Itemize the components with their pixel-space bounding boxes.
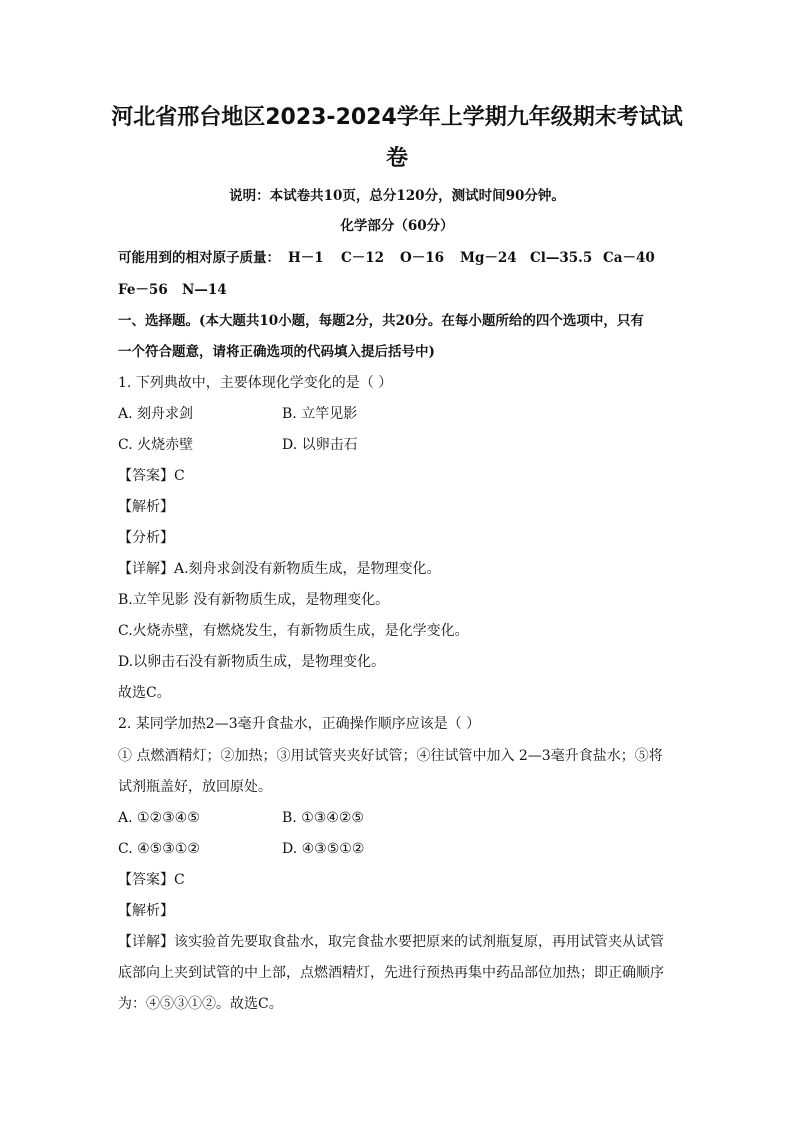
q1-option-c: C. 火烧赤壁 bbox=[118, 437, 194, 453]
atomic-mass-item: Cl—35.5 bbox=[530, 250, 593, 266]
atomic-mass-label: 可能用到的相对原子质量： bbox=[118, 250, 280, 266]
q2-option-a: A. ①②③④⑤ bbox=[118, 810, 200, 826]
q1-detail-line: 故选C。 bbox=[118, 685, 171, 701]
q1-detail-line: C.火烧赤壁，有燃烧发生，有新物质生成，是化学变化。 bbox=[118, 623, 469, 639]
q2-stem: 2. 某同学加热2—3毫升食盐水，正确操作顺序应该是（ ） bbox=[118, 716, 481, 732]
q1-detail-line: 【详解】A.刻舟求剑没有新物质生成，是物理变化。 bbox=[118, 561, 441, 577]
exam-note: 说明：本试卷共10页，总分120分，测试时间90分钟。 bbox=[229, 188, 565, 204]
exam-title-line2: 卷 bbox=[385, 146, 408, 171]
q2-analysis-label: 【解析】 bbox=[118, 903, 174, 919]
q2-steps-line1: ① 点燃酒精灯；②加热；③用试管夹夹好试管；④往试管中加入 2—3毫升食盐水；⑤将 bbox=[118, 748, 663, 764]
q2-detail-line: 底部向上夹到试管的中上部，点燃酒精灯，先进行预热再集中药品部位加热；即正确顺序 bbox=[118, 965, 664, 981]
atomic-mass-item: N—14 bbox=[182, 282, 227, 298]
atomic-mass-item: Mg－24 bbox=[460, 250, 517, 266]
q1-option-a: A. 刻舟求剑 bbox=[118, 406, 194, 422]
q1-detail-line: B.立竿见影 没有新物质生成，是物理变化。 bbox=[118, 592, 390, 608]
section-title: 化学部分（60分） bbox=[340, 218, 454, 234]
atomic-mass-item: O－16 bbox=[400, 250, 445, 266]
part1-heading-line1: 一、选择题。(本大题共10小题，每题2分，共20分。在每小题所给的四个选项中，只有 bbox=[118, 313, 644, 329]
q1-option-b: B. 立竿见影 bbox=[282, 406, 358, 422]
atomic-mass-item: H－1 bbox=[288, 250, 324, 266]
q1-fenxi-label: 【分析】 bbox=[118, 530, 174, 546]
q1-detail-line: D.以卵击石没有新物质生成，是物理变化。 bbox=[118, 654, 386, 670]
q1-option-d: D. 以卵击石 bbox=[282, 437, 358, 453]
q2-answer: 【答案】C bbox=[118, 872, 185, 888]
atomic-mass-item: Ca－40 bbox=[603, 250, 655, 266]
atomic-mass-item: Fe－56 bbox=[118, 282, 168, 298]
q2-detail-line: 为：④⑤③①②。故选C。 bbox=[118, 996, 283, 1012]
q2-steps-line2: 试剂瓶盖好，放回原处。 bbox=[118, 779, 272, 795]
q1-answer: 【答案】C bbox=[118, 468, 185, 484]
q2-option-d: D. ④③⑤①② bbox=[282, 841, 365, 857]
q2-option-c: C. ④⑤③①② bbox=[118, 841, 200, 857]
q1-stem: 1. 下列典故中，主要体现化学变化的是（ ） bbox=[118, 375, 393, 391]
exam-title-line1: 河北省邢台地区2023-2024学年上学期九年级期末考试试 bbox=[111, 105, 683, 130]
atomic-mass-item: C－12 bbox=[341, 250, 385, 266]
part1-heading-line2: 一个符合题意，请将正确选项的代码填入提后括号中) bbox=[118, 344, 435, 360]
q2-detail-line: 【详解】该实验首先要取食盐水，取完食盐水要把原来的试剂瓶复原，再用试管夹从试管 bbox=[118, 934, 664, 950]
q1-analysis-label: 【解析】 bbox=[118, 499, 174, 515]
q2-option-b: B. ①③④②⑤ bbox=[282, 810, 364, 826]
